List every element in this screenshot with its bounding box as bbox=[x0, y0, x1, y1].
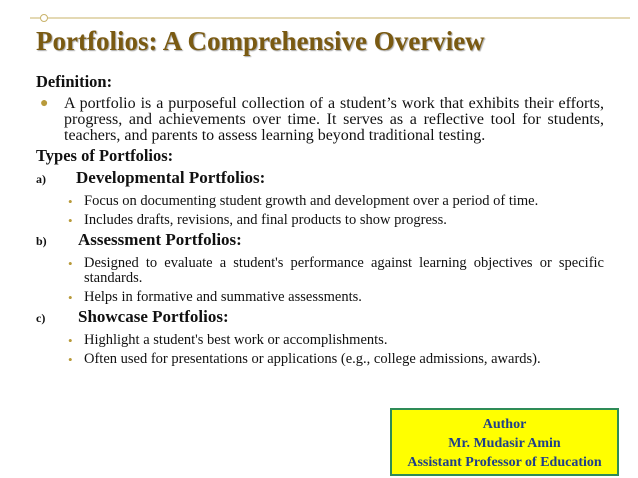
list-item bbox=[36, 352, 604, 367]
definition-heading: Definition: bbox=[36, 72, 113, 91]
author-role: Assistant Professor of Education bbox=[407, 455, 602, 470]
section-assessment bbox=[36, 230, 604, 252]
list-item bbox=[36, 256, 604, 286]
list-item-text: Often used for presentations or applications (e.g., college admissions, awards). bbox=[84, 351, 541, 367]
author-label: Author bbox=[482, 417, 527, 432]
section-title: Showcase Portfolios: bbox=[78, 307, 229, 326]
author-name: Mr. Mudasir Amin bbox=[448, 436, 561, 451]
list-item-text: Focus on documenting student growth and development over a period of time. bbox=[84, 193, 539, 209]
section-title: Developmental Portfolios: bbox=[76, 168, 266, 187]
author-box bbox=[390, 408, 619, 476]
list-item bbox=[36, 194, 604, 209]
bullet-icon: • bbox=[68, 333, 73, 348]
list-item bbox=[36, 290, 604, 305]
bullet-icon: ● bbox=[40, 96, 49, 111]
bullet-icon: • bbox=[68, 256, 73, 271]
slide-title: Portfolios: A Comprehensive Overview bbox=[36, 26, 485, 56]
top-decoration bbox=[30, 12, 630, 22]
list-item-text: Helps in formative and summative assessments. bbox=[84, 289, 362, 305]
bullet-icon: • bbox=[68, 352, 73, 367]
bullet-icon: • bbox=[68, 194, 73, 209]
section-letter: b) bbox=[36, 234, 47, 248]
bullet-icon: • bbox=[68, 290, 73, 305]
section-title: Assessment Portfolios: bbox=[78, 230, 242, 249]
list-item bbox=[36, 213, 604, 228]
list-item-text: Highlight a student's best work or accomplishments. bbox=[84, 332, 388, 348]
definition-text: A portfolio is a purposeful collection of a student’s work that exhibits their efforts, progress, and achievements over time. It serves as a reflective tool for students, teachers, and parents to assess learning beyond traditional testing. bbox=[64, 95, 604, 144]
types-heading: Types of Portfolios: bbox=[36, 146, 174, 165]
slide-content bbox=[36, 72, 604, 369]
bullet-icon: • bbox=[68, 213, 73, 228]
section-showcase bbox=[36, 307, 604, 329]
section-developmental bbox=[36, 168, 604, 190]
list-item-text: Includes drafts, revisions, and final products to show progress. bbox=[84, 212, 447, 228]
list-item-text: Designed to evaluate a student's performance against learning objectives or specific standards. bbox=[84, 255, 604, 286]
definition-bullet bbox=[36, 96, 604, 144]
section-letter: a) bbox=[36, 172, 46, 186]
section-letter: c) bbox=[36, 311, 46, 325]
list-item bbox=[36, 333, 604, 348]
